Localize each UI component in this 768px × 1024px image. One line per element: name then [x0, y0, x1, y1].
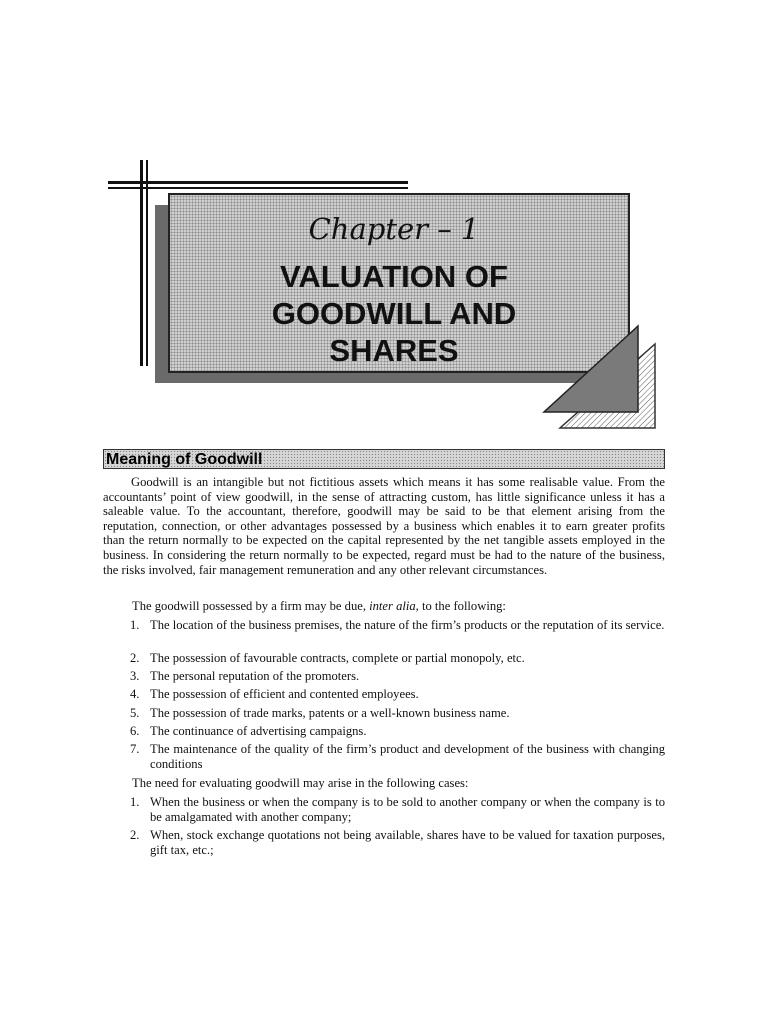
- list-item-number: 1.: [130, 618, 140, 632]
- list-item-text: The maintenance of the quality of the firm’s product and development of the business with changing conditions: [150, 742, 665, 771]
- list-item-text: The continuance of advertising campaigns.: [150, 724, 367, 738]
- list2-lead: The need for evaluating goodwill may arise in the following cases:: [132, 776, 469, 790]
- chapter-title-line-2: GOODWILL AND: [271, 296, 517, 331]
- list1-lead: [132, 599, 665, 614]
- list-item-number: 5.: [130, 706, 140, 720]
- intro-paragraph: Goodwill is an intangible but not fictitious assets which means it has some realisable value. From the accountants’ point of view goodwill, in the sense of attracting custom, has little significance unless it has a saleable value. To the accountant, therefore, goodwill may be said to be that element arising from the reputation, connection, or other advantages possessed by a business which enables it to earn greater profits than the return normally to be expected on the capital represented by the net tangible assets employed in the business. In considering the return normally to be expected, regard must be had to the nature of the business, the risks involved, fair management remuneration and any other relevant circumstances.: [103, 475, 665, 577]
- list-item-text: The location of the business premises, the nature of the firm’s products or the reputation of its service.: [150, 618, 665, 632]
- decor-line-horizontal-bottom: [108, 187, 408, 189]
- list-item-number: 1.: [130, 795, 140, 809]
- list-item: [130, 669, 665, 684]
- list-item: [130, 618, 665, 633]
- list1-lead-italic: inter alia: [369, 599, 416, 613]
- list-item: [130, 795, 665, 824]
- list-item-text: When, stock exchange quotations not being available, shares have to be valued for taxation purposes, gift tax, etc.;: [150, 828, 665, 857]
- list-item: [130, 706, 665, 721]
- list-item-text: The possession of trade marks, patents or a well-known business name.: [150, 706, 510, 720]
- list-item-number: 3.: [130, 669, 140, 683]
- list1-lead-after: , to the following:: [415, 599, 506, 613]
- list-item: [130, 742, 665, 771]
- list-item-number: 2.: [130, 828, 140, 842]
- list-item: [130, 651, 665, 666]
- chapter-title: [168, 258, 620, 369]
- decor-line-vertical-right: [146, 160, 148, 366]
- list-item-text: The possession of favourable contracts, complete or partial monopoly, etc.: [150, 651, 525, 665]
- chapter-title-line-3: SHARES: [329, 333, 459, 368]
- list-item-text: When the business or when the company is to be sold to another company or when the company is to be amalgamated with another company;: [150, 795, 665, 824]
- list-item-number: 2.: [130, 651, 140, 665]
- decor-line-horizontal-top: [108, 181, 408, 184]
- list-item-text: The possession of efficient and contented employees.: [150, 687, 419, 701]
- list-item-text: The personal reputation of the promoters.: [150, 669, 360, 683]
- section-heading: [103, 449, 665, 469]
- chapter-title-line-1: VALUATION OF: [280, 259, 508, 294]
- decor-line-vertical-left: [140, 160, 143, 366]
- chapter-label: Chapter – 1: [308, 212, 480, 246]
- list-item: [130, 687, 665, 702]
- list-item-number: 4.: [130, 687, 140, 701]
- section-heading-text: Meaning of Goodwill: [106, 451, 263, 468]
- list-item-number: 7.: [130, 742, 140, 756]
- list1-lead-before: The goodwill possessed by a firm may be due,: [132, 599, 370, 613]
- list-item: [130, 724, 665, 739]
- list-item: [130, 828, 665, 857]
- list-item-number: 6.: [130, 724, 140, 738]
